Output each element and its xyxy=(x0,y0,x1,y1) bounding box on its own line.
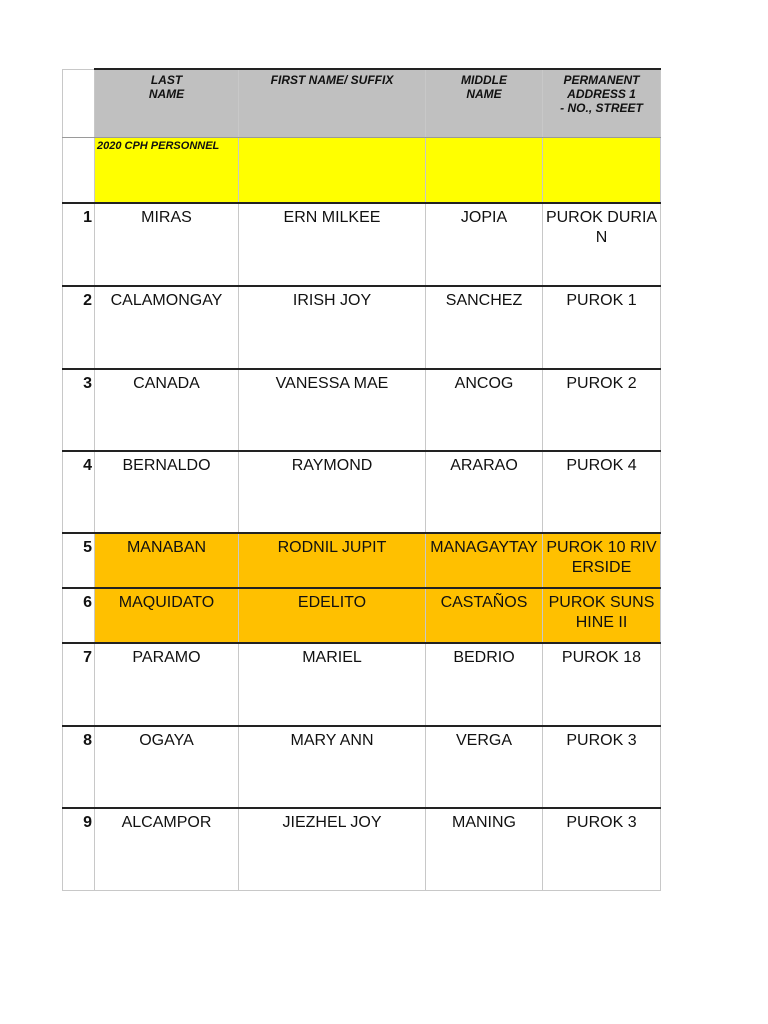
last-name-cell: ALCAMPOR xyxy=(95,808,239,890)
row-number: 5 xyxy=(63,533,95,588)
first-name-cell: VANESSA MAE xyxy=(239,369,426,451)
table-row xyxy=(63,588,661,643)
last-name-cell: MIRAS xyxy=(95,203,239,286)
last-name-header: LAST NAME xyxy=(95,69,239,137)
row-number: 2 xyxy=(63,286,95,369)
address-cell: PUROK 3 xyxy=(543,726,661,808)
address-cell: PUROK 4 xyxy=(543,451,661,533)
last-name-cell: MANABAN xyxy=(95,533,239,588)
first-name-cell: IRISH JOY xyxy=(239,286,426,369)
category-cell xyxy=(543,137,661,203)
first-name-cell: JIEZHEL JOY xyxy=(239,808,426,890)
table-row xyxy=(63,369,661,451)
address-cell: PUROK 2 xyxy=(543,369,661,451)
row-number: 7 xyxy=(63,643,95,726)
address-cell: PUROK 1 xyxy=(543,286,661,369)
category-row xyxy=(63,137,661,203)
last-name-cell: MAQUIDATO xyxy=(95,588,239,643)
row-number: 8 xyxy=(63,726,95,808)
middle-name-cell: JOPIA xyxy=(426,203,543,286)
personnel-table xyxy=(62,68,661,891)
first-name-cell: RAYMOND xyxy=(239,451,426,533)
table-row xyxy=(63,533,661,588)
row-number: 9 xyxy=(63,808,95,890)
first-name-cell: MARIEL xyxy=(239,643,426,726)
category-number-cell xyxy=(63,137,95,203)
row-number: 3 xyxy=(63,369,95,451)
row-number: 1 xyxy=(63,203,95,286)
middle-name-cell: ARARAO xyxy=(426,451,543,533)
row-number: 4 xyxy=(63,451,95,533)
last-name-cell: CALAMONGAY xyxy=(95,286,239,369)
address-cell: PUROK 10 RIVERSIDE xyxy=(543,533,661,588)
last-name-cell: PARAMO xyxy=(95,643,239,726)
row-number: 6 xyxy=(63,588,95,643)
first-name-header: FIRST NAME/ SUFFIX xyxy=(239,69,426,137)
table-row xyxy=(63,726,661,808)
header-row xyxy=(63,69,661,137)
middle-name-cell: VERGA xyxy=(426,726,543,808)
address-header: PERMANENT ADDRESS 1 - NO., STREET xyxy=(543,69,661,137)
table-row xyxy=(63,451,661,533)
middle-name-cell: BEDRIO xyxy=(426,643,543,726)
last-name-cell: CANADA xyxy=(95,369,239,451)
middle-name-cell: CASTAÑOS xyxy=(426,588,543,643)
address-cell: PUROK 18 xyxy=(543,643,661,726)
category-cell xyxy=(426,137,543,203)
middle-name-cell: SANCHEZ xyxy=(426,286,543,369)
middle-name-cell: ANCOG xyxy=(426,369,543,451)
address-cell: PUROK 3 xyxy=(543,808,661,890)
category-label: 2020 CPH PERSONNEL xyxy=(95,137,239,203)
first-name-cell: EDELITO xyxy=(239,588,426,643)
middle-name-header: MIDDLE NAME xyxy=(426,69,543,137)
last-name-cell: OGAYA xyxy=(95,726,239,808)
row-number-header xyxy=(63,69,95,137)
table-row xyxy=(63,643,661,726)
first-name-cell: MARY ANN xyxy=(239,726,426,808)
first-name-cell: RODNIL JUPIT xyxy=(239,533,426,588)
category-cell xyxy=(239,137,426,203)
middle-name-cell: MANAGAYTAY xyxy=(426,533,543,588)
first-name-cell: ERN MILKEE xyxy=(239,203,426,286)
table-row xyxy=(63,286,661,369)
table-row xyxy=(63,808,661,890)
table-row xyxy=(63,203,661,286)
address-cell: PUROK DURIAN xyxy=(543,203,661,286)
last-name-cell: BERNALDO xyxy=(95,451,239,533)
address-cell: PUROK SUNSHINE II xyxy=(543,588,661,643)
middle-name-cell: MANING xyxy=(426,808,543,890)
